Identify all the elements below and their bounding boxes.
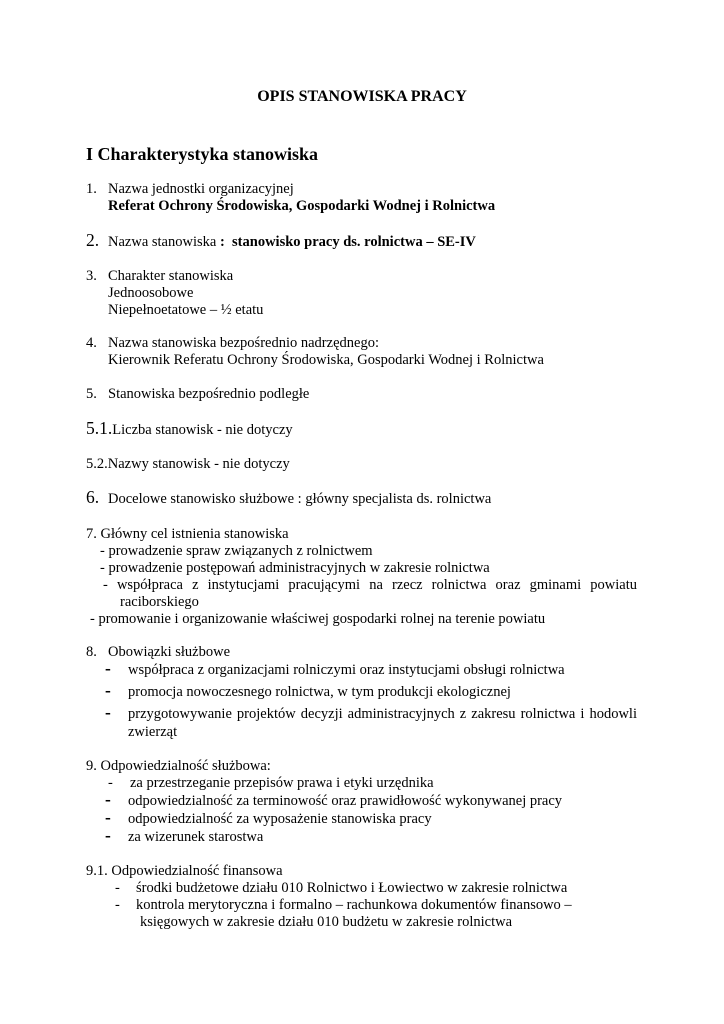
item-9-1-bullet-continuation: księgowych w zakresie działu 010 budżetu w zakresie rolnictwa xyxy=(140,914,513,930)
item-9-bullet: odpowiedzialność za wyposażenie stanowiska pracy xyxy=(128,811,432,827)
item-2-row xyxy=(108,234,476,251)
item-2-value: stanowisko pracy ds. rolnictwa – SE-IV xyxy=(232,234,476,250)
item-5-label: Stanowiska bezpośrednio podległe xyxy=(108,386,310,402)
item-8-bullet: współpraca z organizacjami rolniczymi oraz instytucjami obsługi rolnictwa xyxy=(128,662,565,678)
item-9-1-bullet: kontrola merytoryczna i formalno – rachunkowa dokumentów finansowo – xyxy=(136,897,572,913)
item-7-bullet: - prowadzenie postępowań administracyjnych w zakresie rolnictwa xyxy=(100,560,490,576)
item-3-line-2: Niepełnoetatowe – ½ etatu xyxy=(108,302,264,318)
item-9-bullet: za wizerunek starostwa xyxy=(128,829,264,845)
item-2-separator: : xyxy=(219,234,225,250)
item-4-number: 4. xyxy=(86,335,97,351)
item-5-number: 5. xyxy=(86,386,97,402)
item-9-bullet: za przestrzeganie przepisów prawa i etyki urzędnika xyxy=(130,775,434,791)
item-2-label: Nazwa stanowiska xyxy=(108,234,217,250)
item-7-bullet-continuation: raciborskiego xyxy=(120,594,199,610)
item-7-heading: 7. Główny cel istnienia stanowiska xyxy=(86,526,289,542)
dash-bullet: - xyxy=(108,775,113,791)
item-8-number: 8. xyxy=(86,644,97,660)
item-7-bullet: - współpraca z instytucjami pracującymi na rzecz rolnictwa oraz gminami powiatu xyxy=(103,577,637,593)
item-8-bullet: przygotowywanie projektów decyzji administracyjnych z zakresu rolnictwa i hodowli xyxy=(128,706,637,722)
item-5-1-row xyxy=(86,420,293,439)
item-1-number: 1. xyxy=(86,181,97,197)
dash-bullet: - xyxy=(105,807,111,827)
dash-bullet: - xyxy=(105,658,111,678)
item-6-number: 6. xyxy=(86,487,100,507)
item-6-text: Docelowe stanowisko służbowe : główny specjalista ds. rolnictwa xyxy=(108,491,492,507)
section-heading: I Charakterystyka stanowiska xyxy=(86,144,319,164)
dash-bullet: - xyxy=(105,789,111,809)
item-3-label: Charakter stanowiska xyxy=(108,268,234,284)
document-title: OPIS STANOWISKA PRACY xyxy=(257,88,467,105)
item-7-bullet: - promowanie i organizowanie właściwej gospodarki rolnej na terenie powiatu xyxy=(90,611,546,627)
item-8-bullet: promocja nowoczesnego rolnictwa, w tym produkcji ekologicznej xyxy=(128,684,511,700)
dash-bullet: - xyxy=(115,880,120,896)
item-9-1-heading: 9.1. Odpowiedzialność finansowa xyxy=(86,863,283,879)
item-9-bullet: odpowiedzialność za terminowość oraz prawidłowość wykonywanej pracy xyxy=(128,793,563,809)
item-1-label: Nazwa jednostki organizacyjnej xyxy=(108,181,294,197)
dash-bullet: - xyxy=(105,680,111,700)
item-7-bullet: - prowadzenie spraw związanych z rolnictwem xyxy=(100,543,373,559)
dash-bullet: - xyxy=(105,702,111,722)
item-2-number: 2. xyxy=(86,230,100,250)
item-3-line-1: Jednoosobowe xyxy=(108,285,194,301)
item-5-1-text: Liczba stanowisk - nie dotyczy xyxy=(112,422,293,438)
item-1-value: Referat Ochrony Środowiska, Gospodarki Wodnej i Rolnictwa xyxy=(108,198,496,214)
item-5-2-text: 5.2.Nazwy stanowisk - nie dotyczy xyxy=(86,456,290,472)
dash-bullet: - xyxy=(115,897,120,913)
item-8-bullet-continuation: zwierząt xyxy=(128,724,178,740)
item-9-1-bullet: środki budżetowe działu 010 Rolnictwo i Łowiectwo w zakresie rolnictwa xyxy=(136,880,568,896)
item-3-number: 3. xyxy=(86,268,97,284)
dash-bullet: - xyxy=(105,825,111,845)
item-4-value: Kierownik Referatu Ochrony Środowiska, Gospodarki Wodnej i Rolnictwa xyxy=(108,352,544,368)
item-8-heading: Obowiązki służbowe xyxy=(108,644,231,660)
item-9-heading: 9. Odpowiedzialność służbowa: xyxy=(86,758,271,774)
item-5-1-number: 5.1. xyxy=(86,418,113,438)
item-4-label: Nazwa stanowiska bezpośrednio nadrzędnego: xyxy=(108,335,379,351)
